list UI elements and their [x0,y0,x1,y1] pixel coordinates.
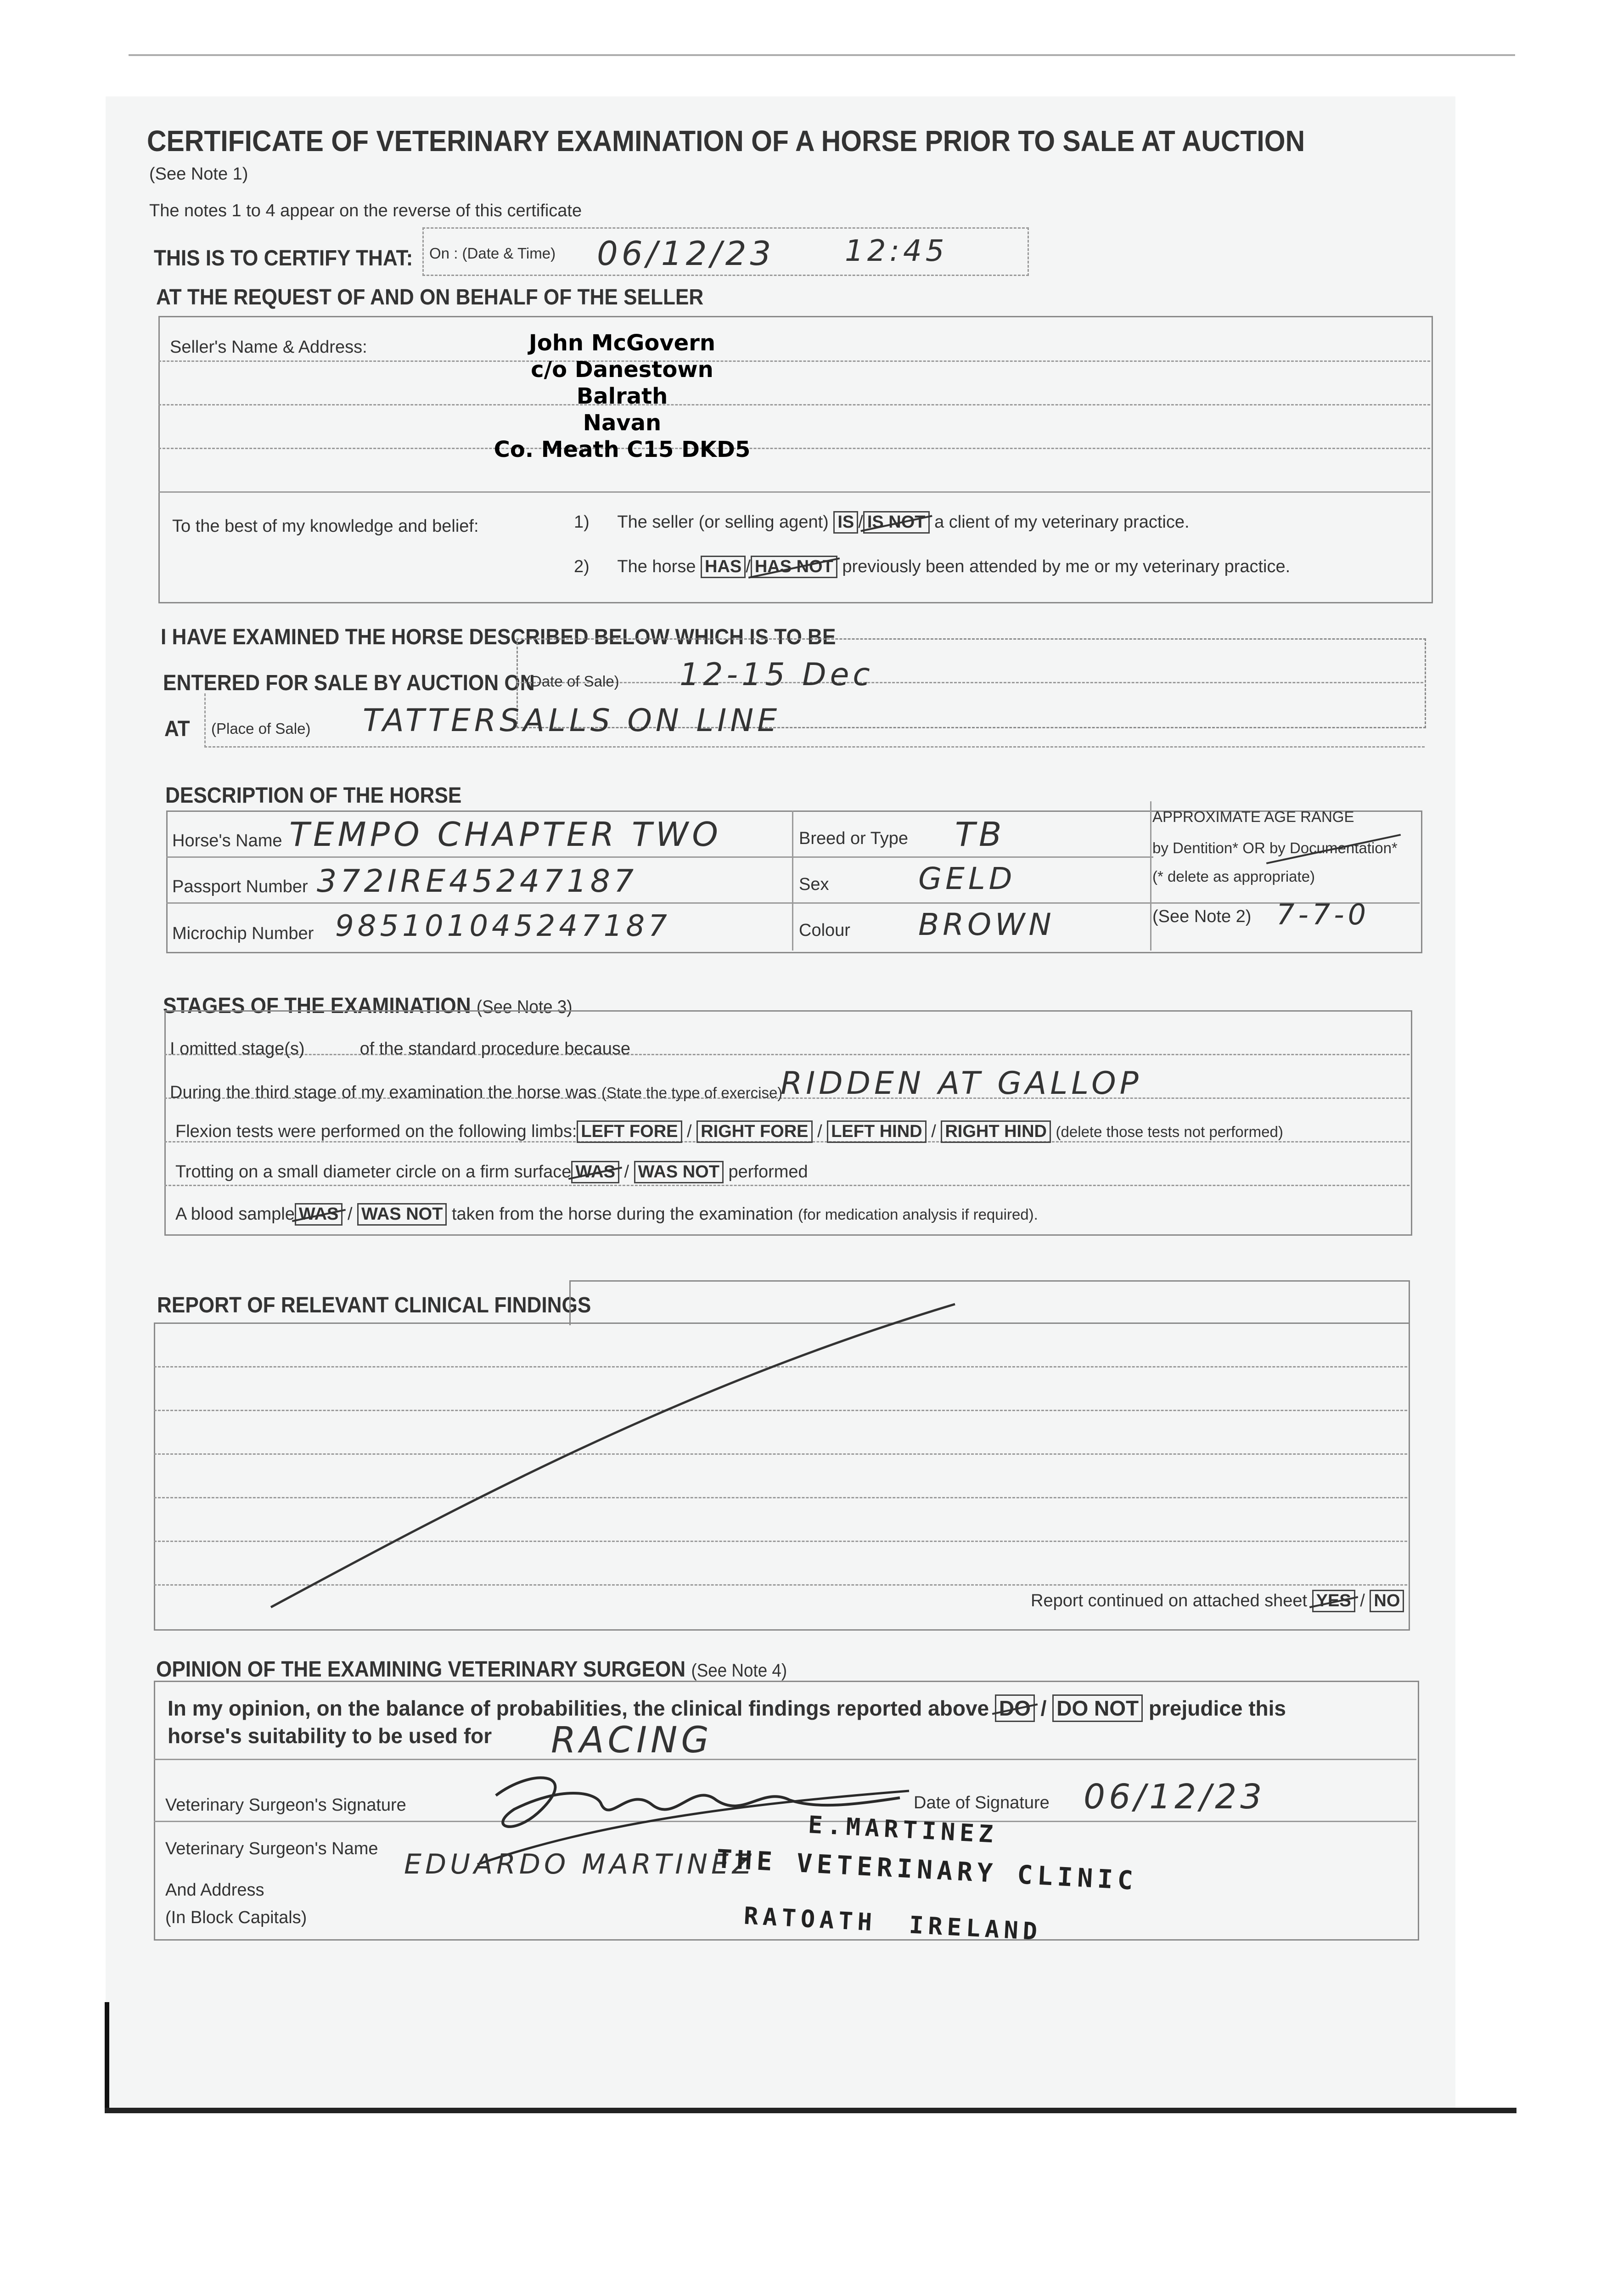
report-continued-yes[interactable]: YES [1312,1590,1355,1612]
seller-client-statement: 1) The seller (or selling agent) IS / IS NOT a client of my veterinary practice. [574,511,1190,534]
sale-heading-2: ENTERED FOR SALE BY AUCTION ON [163,671,535,695]
opinion-line-1: In my opinion, on the balance of probabilities, the clinical findings reported above DO / DO NOT prejudice this [168,1694,1286,1722]
seller-address-line: Co. Meath C15 DKD5 [494,437,751,462]
microchip-value: 985101045247187 [335,909,671,943]
on-date-time-label: On : (Date & Time) [429,245,556,262]
at-label: AT [164,717,190,741]
report-strike-line [266,1295,964,1616]
passport-label: Passport Number [172,877,308,896]
sale-heading: I HAVE EXAMINED THE HORSE DESCRIBED BELOW WHICH IS TO BE [161,625,836,649]
date-of-sale-label: (Date of Sale) [526,673,619,690]
flexion-tests: Flexion tests were performed on the following limbs: LEFT FORE / RIGHT FORE / LEFT HIND / RIGHT HIND (delete those tests not performed) [175,1120,1283,1143]
vet-stamp-name: E.MARTINEZ [807,1811,999,1849]
address-block-note: (In Block Capitals) [165,1908,307,1927]
seller-name-label: Seller's Name & Address: [170,338,367,357]
colour-label: Colour [799,921,850,940]
place-of-sale-label: (Place of Sale) [211,720,311,737]
certificate-title: CERTIFICATE OF VETERINARY EXAMINATION OF A HORSE PRIOR TO SALE AT AUCTION [147,124,1305,158]
seller-address-line: John McGovern [528,330,716,356]
report-heading: REPORT OF RELEVANT CLINICAL FINDINGS [157,1293,591,1317]
trot-was-not[interactable]: WAS NOT [634,1161,724,1183]
signature-label: Veterinary Surgeon's Signature [165,1795,406,1815]
report-continued: Report continued on attached sheet YES / NO [1031,1590,1404,1612]
flex-right-hind[interactable]: RIGHT HIND [941,1120,1051,1143]
surgeon-name-value: EDUARDO MARTINEZ [404,1848,755,1880]
age-method: by Dentition* OR by Documentation* [1152,839,1398,856]
trot-was[interactable]: WAS [571,1161,619,1183]
scan-top-edge [129,54,1515,56]
opinion-line-2: horse's suitability to be used for [168,1724,492,1748]
option-is-not[interactable]: IS NOT [863,511,930,534]
age-by-documentation-struck: by Documentation* [1269,839,1398,856]
third-stage-value: RIDDEN AT GALLOP [781,1065,1142,1102]
colour-value: BROWN [918,907,1055,942]
exam-time-value: 12:45 [845,234,948,268]
seller-address-line: Balrath [576,383,668,409]
scan-shadow [105,2002,109,2112]
certify-label: THIS IS TO CERTIFY THAT: [154,246,413,270]
flex-left-fore[interactable]: LEFT FORE [577,1120,682,1143]
age-heading: APPROXIMATE AGE RANGE [1152,808,1354,825]
vet-stamp-town: RATOATH [743,1902,877,1937]
opinion-do[interactable]: DO [995,1694,1035,1722]
sex-label: Sex [799,875,829,894]
surgeon-name-label: Veterinary Surgeon's Name [165,1839,378,1858]
request-heading: AT THE REQUEST OF AND ON BEHALF OF THE SELLER [156,285,704,310]
age-delete-note: (* delete as appropriate) [1152,868,1315,885]
date-of-sale-value: 12-15 Dec [680,657,874,693]
option-is[interactable]: IS [833,511,858,534]
age-see-note: (See Note 2) [1152,907,1252,926]
option-has[interactable]: HAS [701,556,746,578]
scan-shadow-bottom [105,2108,1516,2113]
blood-sample-statement: A blood sample WAS / WAS NOT taken from the horse during the examination (for medication analysis if required). [175,1203,1038,1226]
passport-value: 372IRE45247187 [317,863,638,900]
notes-text: The notes 1 to 4 appear on the reverse of this certificate [149,201,582,220]
description-heading: DESCRIPTION OF THE HORSE [165,783,462,808]
horse-name-value: TEMPO CHAPTER TWO [289,815,722,854]
exam-date-value: 06/12/23 [597,234,775,273]
place-of-sale-value: TATTERSALLS ON LINE [363,703,781,739]
address-label: And Address [165,1880,264,1900]
breed-label: Breed or Type [799,829,909,848]
see-note-1: (See Note 1) [149,164,248,184]
date-of-signature-label: Date of Signature [914,1793,1050,1812]
blood-was-not[interactable]: WAS NOT [357,1203,447,1226]
vet-stamp-country: IRELAND [908,1911,1043,1946]
age-value: 7-7-0 [1276,898,1370,931]
opinion-do-not[interactable]: DO NOT [1052,1694,1143,1722]
sex-value: GELD [918,861,1016,896]
flex-right-fore[interactable]: RIGHT FORE [696,1120,812,1143]
omitted-stages: I omitted stage(s) of the standard procedure because [170,1039,630,1058]
belief-label: To the best of my knowledge and belief: [172,517,479,536]
seller-address [482,330,762,463]
intended-use-value: RACING [551,1720,713,1761]
breed-value: TB [955,815,1005,854]
third-stage-text: During the third stage of my examination the horse was (State the type of exercise) [170,1083,783,1102]
trotting-statement: Trotting on a small diameter circle on a firm surface WAS / WAS NOT performed [175,1161,808,1183]
horse-attended-statement: 2) The horse HAS / HAS NOT previously been attended by me or my veterinary practice. [574,556,1290,578]
date-of-signature-value: 06/12/23 [1084,1777,1266,1817]
vet-stamp-clinic: THE VETERINARY CLINIC [715,1844,1139,1896]
flex-left-hind[interactable]: LEFT HIND [827,1120,926,1143]
stages-heading: STAGES OF THE EXAMINATION (See Note 3) [163,994,573,1018]
option-has-not[interactable]: HAS NOT [751,556,837,578]
report-continued-no[interactable]: NO [1370,1590,1404,1612]
horse-name-label: Horse's Name [172,831,282,850]
blood-was[interactable]: WAS [295,1203,343,1226]
seller-address-line: Navan [583,410,662,436]
seller-address-line: c/o Danestown [531,357,713,383]
opinion-heading: OPINION OF THE EXAMINING VETERINARY SURGEON (See Note 4) [156,1657,787,1682]
microchip-label: Microchip Number [172,924,314,943]
